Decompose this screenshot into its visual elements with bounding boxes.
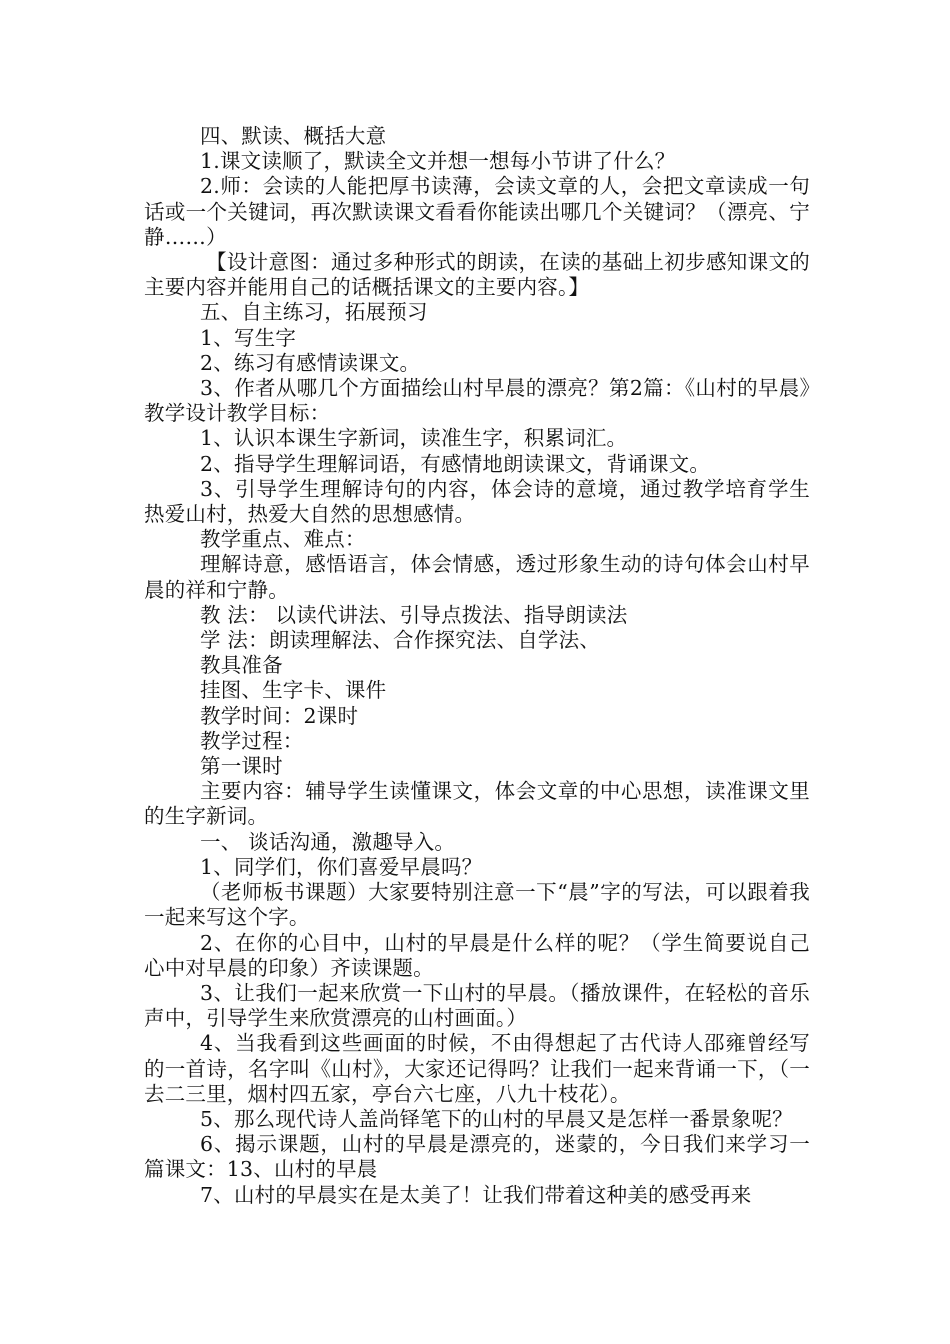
paragraph: 1、同学们，你们喜爱早晨吗？ xyxy=(200,854,483,879)
document-body xyxy=(144,124,810,1208)
paragraph: 1、认识本课生字新词，读准生字，积累词汇。 xyxy=(200,426,628,451)
paragraph: 2、练习有感情读课文。 xyxy=(200,350,421,375)
paragraph: 4、当我看到这些画面的时候，不由得想起了古代诗人邵雍曾经写的一首诗，名字叫《山村》，大家还记得吗？让我们一起来背诵一下，（一去二三里，烟村四五家，亭台六七座，八九十枝花）。 xyxy=(144,1031,810,1106)
design-intent-paragraph: 【设计意图：通过多种形式的朗读，在读的基础上初步感知课文的主要内容并能用自己的话概括课文的主要内容。】 xyxy=(144,250,810,300)
paragraph: 2.师：会读的人能把厚书读薄，会读文章的人，会把文章读成一句话或一个关键词，再次默读课文看看你能读出哪几个关键词？（漂亮、宁静……） xyxy=(144,174,810,249)
paragraph: 3、引导学生理解诗句的内容，体会诗的意境，通过教学培育学生热爱山村，热爱大自然的思想感情。 xyxy=(144,476,810,527)
paragraph: 1、写生字 xyxy=(200,325,297,350)
paragraph: 挂图、生字卡、课件 xyxy=(200,678,387,703)
paragraph: 教 法： 以读代讲法、引导点拨法、指导朗读法 xyxy=(200,602,628,627)
paragraph: 2、在你的心目中，山村的早晨是什么样的呢？（学生简要说自己心中对早晨的印象）齐读课题。 xyxy=(144,930,810,980)
paragraph: 学 法：朗读理解法、合作探究法、自学法、 xyxy=(200,628,601,653)
paragraph: 主要内容：辅导学生读懂课文，体会文章的中心思想，读准课文里的生字新词。 xyxy=(144,779,810,829)
paragraph: 1.课文读顺了，默读全文并想一想每小节讲了什么？ xyxy=(200,149,676,174)
paragraph: 教学时间：2课时 xyxy=(200,703,359,728)
paragraph: 理解诗意，感悟语言，体会情感，透过形象生动的诗句体会山村早晨的祥和宁静。 xyxy=(144,552,810,602)
paragraph: 3、让我们一起来欣赏一下山村的早晨。（播放课件，在轻松的音乐声中，引导学生来欣赏漂亮的山村画面。） xyxy=(144,980,810,1031)
paragraph: 6、揭示课题，山村的早晨是漂亮的，迷蒙的，今日我们来学习一篇课文：13、山村的早晨 xyxy=(144,1132,810,1182)
paragraph: 5、那么现代诗人盖尚铎笔下的山村的早晨又是怎样一番景象呢？ xyxy=(200,1106,793,1131)
paragraph: 四、默读、概括大意 xyxy=(200,124,387,148)
section-heading: 教学过程： xyxy=(200,728,304,753)
section-heading: 教学重点、难点： xyxy=(200,527,366,552)
section-heading: 一、 谈话沟通，激趣导入。 xyxy=(200,829,456,854)
paragraph: 7、山村的早晨实在是太美了！让我们带着这种美的感受再来 xyxy=(200,1182,752,1207)
paragraph: 2、指导学生理解词语，有感情地朗读课文，背诵课文。 xyxy=(200,451,711,476)
section-heading: 五、自主练习，拓展预习 xyxy=(200,300,428,325)
paragraph: 3、作者从哪几个方面描绘山村早晨的漂亮？第2篇：《山村的早晨》教学设计教学目标： xyxy=(144,376,810,426)
section-heading: 第一课时 xyxy=(200,754,283,779)
section-heading: 教具准备 xyxy=(200,653,283,678)
paragraph: （老师板书课题）大家要特别注意一下“晨”字的写法，可以跟着我一起来写这个字。 xyxy=(144,880,810,930)
